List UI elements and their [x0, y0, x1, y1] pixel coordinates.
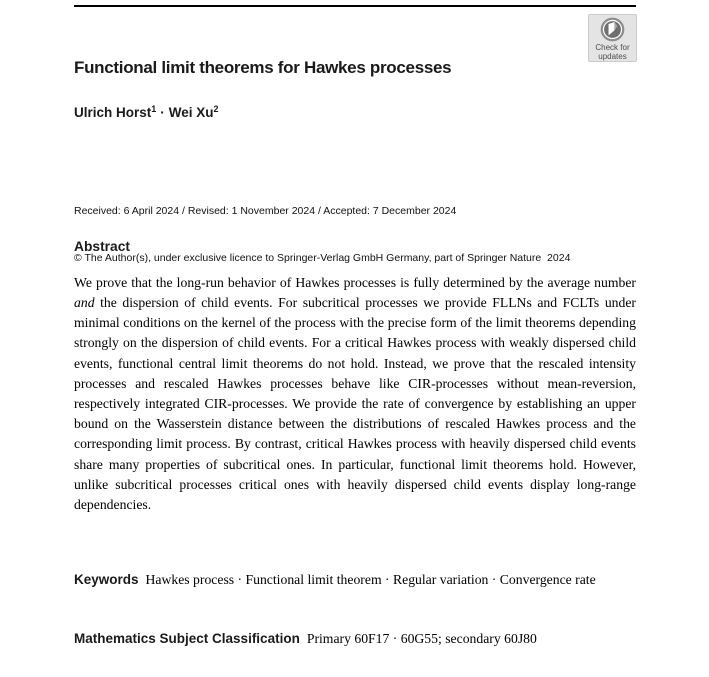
- abstract-text: [74, 273, 636, 515]
- abstract-heading: Abstract: [74, 239, 130, 254]
- msc-heading: Mathematics Subject Classification: [74, 630, 300, 646]
- author-name: Wei Xu: [168, 105, 214, 120]
- copyright-line: © The Author(s), under exclusive licence to Springer-Verlag GmbH Germany, part of Springer Nature 2024: [74, 251, 571, 264]
- check-for-updates-badge[interactable]: [588, 14, 637, 62]
- author-list: [74, 105, 636, 120]
- affiliation-superscript: 1: [151, 104, 157, 114]
- abstract-italic-word: and: [74, 294, 95, 310]
- affiliation-superscript: 2: [213, 104, 219, 114]
- msc-text: Primary 60F17 · 60G55; secondary 60J80: [306, 630, 537, 646]
- header-rule: [74, 5, 636, 7]
- author-name: Ulrich Horst: [74, 105, 152, 120]
- abstract-text-part2: the dispersion of child events. For subcritical processes we provide FLLNs and FCLTs under minimal conditions on the kernel of the process with the precise form of the limit theorems depending strongly on the dispersion of child events. For a critical Hawkes process with weakly dispersed child events, functional central limit theorems do not hold. Instead, we prove that the rescaled intensity processes and rescaled Hawkes processes behave like CIR-processes without mean-reversion, respectively integrated CIR-processes. We provide the rate of convergence by establishing an upper bound on the Wasserstein distance between the distributions of rescaled Hawkes process and the corresponding limit process. By contrast, critical Hawkes process with heavily dispersed child events share many properties of subcritical ones. In particular, functional limit theorems hold. However, unlike subcritical processes critical ones with heavily dispersed child events display long-range dependencies.: [74, 294, 636, 512]
- badge-label-line2: updates: [598, 52, 627, 61]
- keywords-block: [74, 570, 604, 590]
- keywords-text: Hawkes process · Functional limit theorem · Regular variation · Convergence rate: [145, 571, 596, 587]
- received-revised-accepted-line: Received: 6 April 2024 / Revised: 1 November 2024 / Accepted: 7 December 2024: [74, 205, 457, 217]
- badge-label-line1: Check for: [595, 43, 630, 52]
- keywords-heading: Keywords: [74, 571, 139, 587]
- paper-title: Functional limit theorems for Hawkes processes: [74, 58, 452, 77]
- crossmark-icon: [599, 17, 626, 42]
- author-separator: ·: [160, 105, 165, 120]
- msc-block: [74, 629, 636, 649]
- abstract-text-part1: We prove that the long-run behavior of Hawkes processes is fully determined by the average number: [74, 274, 636, 290]
